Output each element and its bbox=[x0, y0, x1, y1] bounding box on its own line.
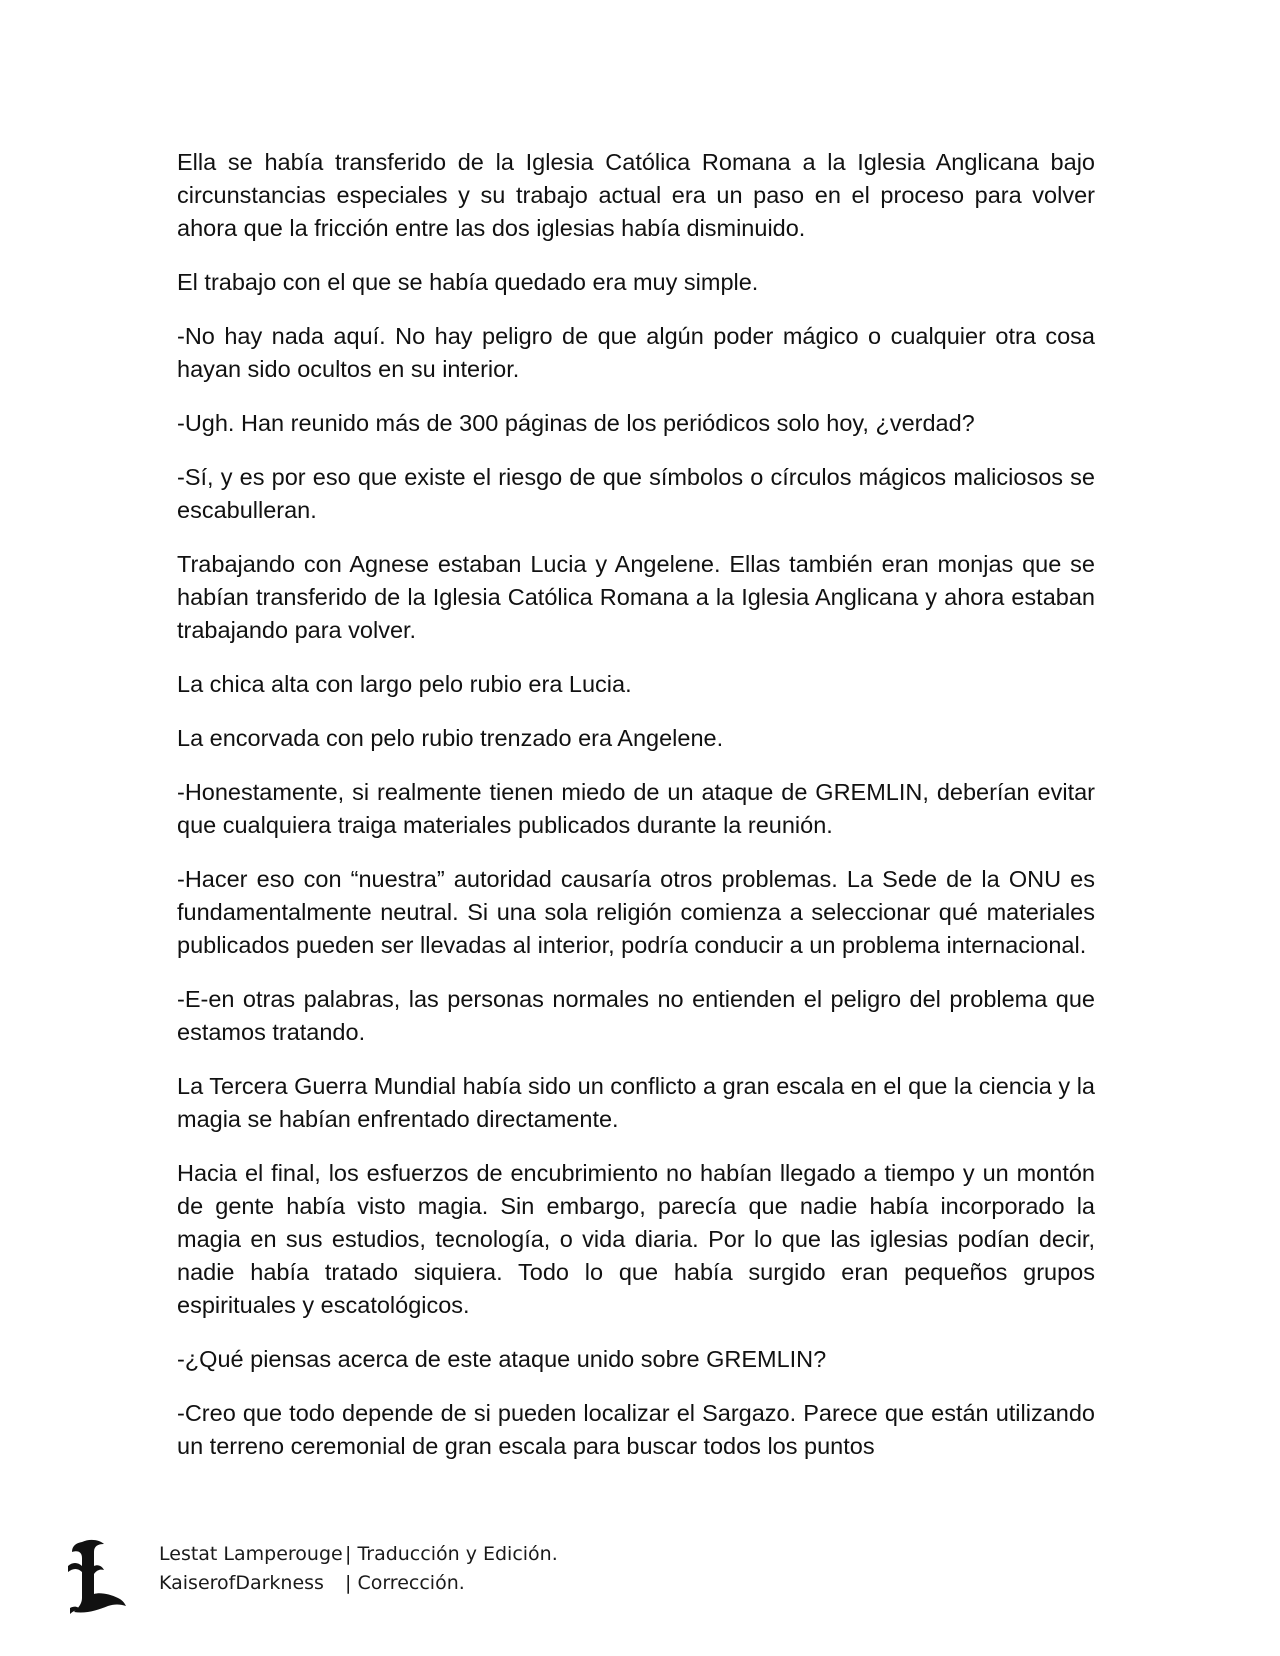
credits bbox=[159, 1540, 558, 1598]
paragraph: Trabajando con Agnese estaban Lucia y Angelene. Ellas también eran monjas que se habían transferido de la Iglesia Católica Romana a la Iglesia Anglicana y ahora estaban trabajando para volver. bbox=[177, 551, 1095, 643]
page-footer bbox=[64, 1536, 764, 1616]
page-body bbox=[177, 146, 1095, 1463]
paragraph: -Honestamente, si realmente tienen miedo de un ataque de GREMLIN, deberían evitar que cualquiera traiga materiales publicados durante la reunión. bbox=[177, 779, 1095, 838]
paragraph: Ella se había transferido de la Iglesia Católica Romana a la Iglesia Anglicana bajo circunstancias especiales y su trabajo actual era un paso en el proceso para volver ahora que la fricción entre las dos iglesias había disminuido. bbox=[177, 149, 1095, 241]
credit-row bbox=[159, 1569, 558, 1598]
paragraph: -¿Qué piensas acerca de este ataque unido sobre GREMLIN? bbox=[177, 1346, 827, 1372]
paragraph: Hacia el final, los esfuerzos de encubrimiento no habían llegado a tiempo y un montón de gente había visto magia. Sin embargo, parecía que nadie había incorporado la magia en sus estudios, tecnología, o vida diaria. Por lo que las iglesias podían decir, nadie había tratado siquiera. Todo lo que había surgido eran pequeños grupos espirituales y escatológicos. bbox=[177, 1160, 1095, 1318]
paragraph: -Sí, y es por eso que existe el riesgo de que símbolos o círculos mágicos maliciosos se escabulleran. bbox=[177, 464, 1095, 523]
credit-name: KaiserofDarkness bbox=[159, 1572, 324, 1594]
paragraph: La Tercera Guerra Mundial había sido un conflicto a gran escala en el que la ciencia y la magia se habían enfrentado directamente. bbox=[177, 1073, 1095, 1132]
paragraph: -Creo que todo depende de si pueden localizar el Sargazo. Parece que están utilizando un terreno ceremonial de gran escala para buscar todos los puntos bbox=[177, 1400, 1095, 1459]
credit-role: | Traducción y Edición. bbox=[345, 1543, 558, 1565]
paragraph: -Ugh. Han reunido más de 300 páginas de los periódicos solo hoy, ¿verdad? bbox=[177, 410, 975, 436]
paragraph: La chica alta con largo pelo rubio era Lucia. bbox=[177, 671, 632, 697]
paragraph: -Hacer eso con “nuestra” autoridad causaría otros problemas. La Sede de la ONU es fundamentalmente neutral. Si una sola religión comienza a seleccionar qué materiales publicados pueden ser llevadas al interior, podría conducir a un problema internacional. bbox=[177, 866, 1095, 958]
credit-row bbox=[159, 1540, 558, 1569]
credit-role: | Corrección. bbox=[345, 1572, 465, 1594]
credit-name: Lestat Lamperouge bbox=[159, 1543, 343, 1565]
paragraph: El trabajo con el que se había quedado era muy simple. bbox=[177, 269, 759, 295]
paragraph: La encorvada con pelo rubio trenzado era Angelene. bbox=[177, 725, 724, 751]
paragraph: -E-en otras palabras, las personas normales no entienden el peligro del problema que estamos tratando. bbox=[177, 986, 1095, 1045]
paragraph: -No hay nada aquí. No hay peligro de que algún poder mágico o cualquier otra cosa hayan sido ocultos en su interior. bbox=[177, 323, 1095, 382]
gothic-l-logo bbox=[64, 1536, 128, 1616]
